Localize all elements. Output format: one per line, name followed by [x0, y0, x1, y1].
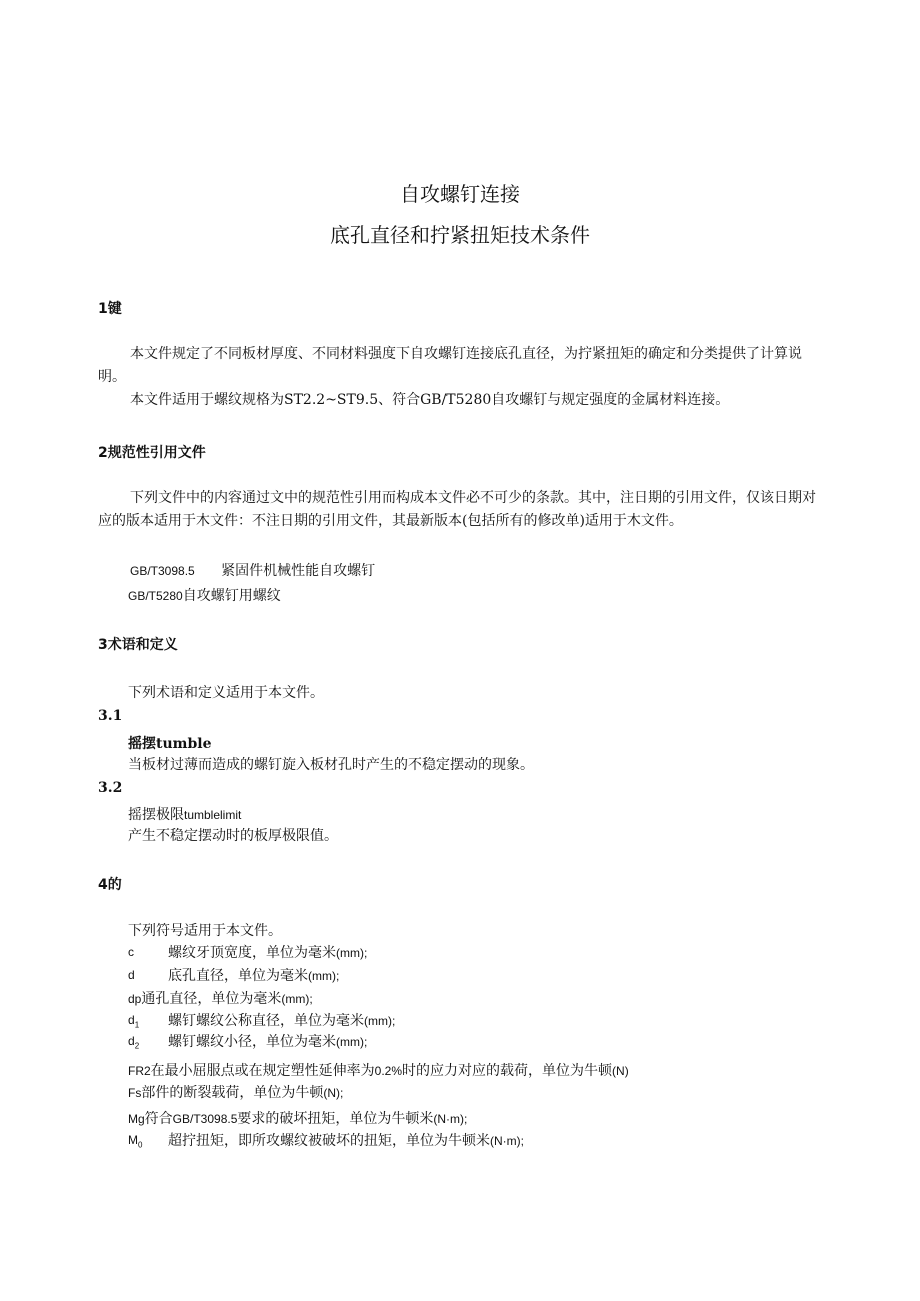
- symbol-fs: Fs: [128, 1086, 142, 1100]
- section2-paragraph1: 下列文件中的内容通过文中的规范性引用而构成本文件必不可少的条款。其中，注日期的引用文件，仅该日期对应的版本适用于木文件：不注日期的引用文件，其最新版本(包括所有的修改单)适用于木文件。: [98, 490, 816, 529]
- symbol-mg-line: [128, 1108, 467, 1128]
- definition-unit: (N·m);: [433, 1112, 468, 1126]
- symbol-d2: [128, 1034, 139, 1050]
- symbol-c: c: [128, 945, 134, 959]
- definition-text: 超拧扭矩，即所攻螺纹被破坏的扭矩，单位为牛顿米: [168, 1133, 490, 1149]
- reference-item: [130, 560, 375, 580]
- definition-unit: (mm);: [336, 1035, 368, 1049]
- document-title-line2: 底孔直径和拧紧扭矩技术条件: [330, 223, 590, 247]
- symbol-m0-definition: [168, 1130, 524, 1150]
- definition-text: 底孔直径，单位为毫米: [168, 968, 308, 984]
- symbol-letter: d: [128, 1013, 135, 1027]
- reference-code: GB/T5280: [128, 589, 183, 603]
- section1-heading: 1键: [98, 301, 122, 317]
- term-name-en: tumblelimit: [184, 808, 242, 822]
- symbol-c-definition: [168, 942, 367, 962]
- symbol-dp-line: [128, 988, 313, 1008]
- definition-text: 通孔直径，单位为毫米: [141, 991, 282, 1007]
- symbol-letter: M: [128, 1133, 138, 1147]
- symbol-subscript: 2: [134, 1041, 140, 1051]
- definition-unit: (mm);: [281, 992, 313, 1006]
- definition-unit: (mm);: [308, 969, 340, 983]
- reference-code: GB/T3098.5: [130, 564, 195, 578]
- term-name-zh: 摇摆: [128, 736, 156, 752]
- symbol-dp: dp: [128, 992, 142, 1006]
- definition-text: 螺钉螺纹小径，单位为毫米: [168, 1034, 336, 1050]
- definition-unit: (mm);: [364, 1014, 396, 1028]
- reference-title: 紧固件机械性能自攻螺钉: [221, 563, 376, 579]
- symbol-d: d: [128, 968, 135, 982]
- definition-unit: (mm);: [336, 946, 368, 960]
- section2-heading: 2规范性引用文件: [98, 445, 206, 461]
- definition-text: 螺纹牙顶宽度，单位为毫米: [168, 945, 336, 961]
- definition-text: 要求的破坏扭矩，单位为牛顿米: [237, 1111, 434, 1127]
- term-name-en: tumble: [156, 736, 212, 752]
- symbol-d-definition: [168, 965, 339, 985]
- section1-paragraph2: 本文件适用于螺纹规格为ST2.2~ST9.5、符合GB/T5280自攻螺钉与规定强度的金属材料连接。: [130, 392, 730, 408]
- definition-unit: (N): [612, 1064, 629, 1078]
- term-definition: 当板材过薄而造成的螺钉旋入板材孔时产生的不稳定摆动的现象。: [128, 757, 534, 773]
- symbol-fr2: FR2: [128, 1064, 151, 1078]
- symbol-mg: Mg: [128, 1112, 145, 1126]
- definition-unit: (N);: [323, 1086, 344, 1100]
- symbol-letter: d: [128, 1034, 135, 1048]
- section3-intro: 下列术语和定义适用于本文件。: [128, 685, 324, 701]
- term-number: 3.2: [98, 780, 123, 796]
- document-title-line1: 自攻螺钉连接: [400, 182, 520, 206]
- definition-text: 部件的断裂载荷，单位为牛顿: [141, 1085, 324, 1101]
- definition-text: 时的应力对应的载荷，单位为牛顿: [402, 1063, 613, 1079]
- term-name: [128, 733, 211, 753]
- definition-unit: (N·m);: [490, 1134, 524, 1148]
- reference-title: 自攻螺钉用螺纹: [182, 588, 281, 604]
- definition-text: 符合: [144, 1111, 173, 1127]
- symbol-fs-line: [128, 1082, 343, 1102]
- symbol-fr2-line: [128, 1060, 629, 1080]
- section1-paragraph1: 本文件规定了不同板材厚度、不同材料强度下自攻螺钉连接底孔直径，为拧紧扭矩的确定和分类提供了计算说明。: [98, 346, 802, 385]
- definition-text: 螺钉螺纹公称直径，单位为毫米: [168, 1013, 364, 1029]
- reference-code: GB/T3098.5: [172, 1112, 238, 1126]
- section4-intro: 下列符号适用于本文件。: [128, 923, 282, 939]
- symbol-d1: [128, 1013, 139, 1029]
- reference-item: [128, 585, 281, 605]
- term-definition: 产生不稳定摆动时的板厚极限值。: [128, 828, 338, 844]
- section4-heading: 4的: [98, 877, 122, 893]
- term-name-zh: 摇摆极限: [128, 807, 184, 823]
- term-number: 3.1: [98, 708, 123, 724]
- section3-heading: 3术语和定义: [98, 637, 178, 653]
- definition-text: 在最小屈服点或在规定塑性延伸率为: [150, 1063, 375, 1079]
- symbol-m0: [128, 1133, 142, 1149]
- symbol-d2-definition: [168, 1031, 367, 1051]
- symbol-subscript: 0: [138, 1140, 143, 1150]
- symbol-subscript: 1: [134, 1020, 140, 1030]
- term-name: [128, 804, 241, 824]
- definition-value: 0.2%: [374, 1064, 403, 1078]
- symbol-d1-definition: [168, 1010, 395, 1030]
